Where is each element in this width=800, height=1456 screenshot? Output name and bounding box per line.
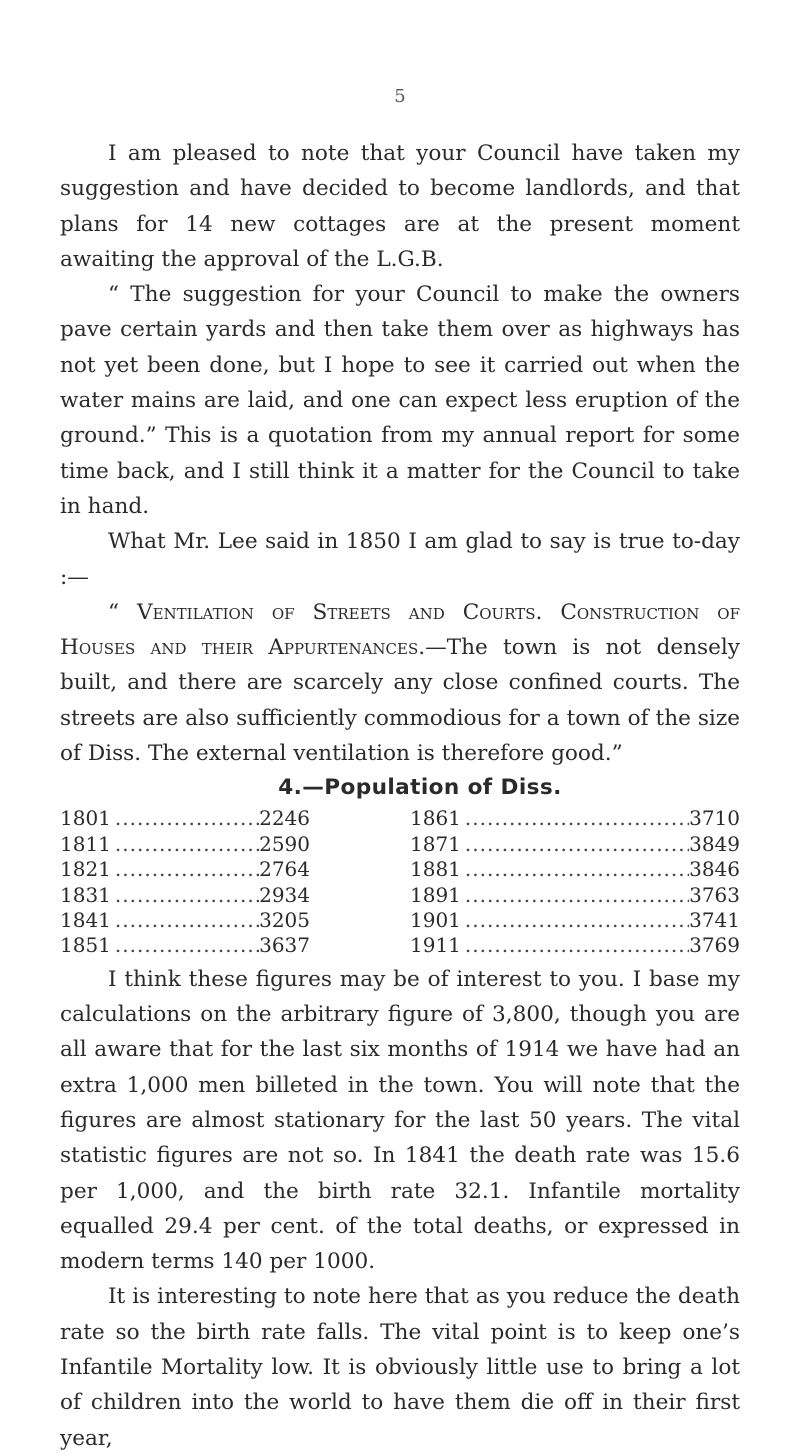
value-cell: 3849 xyxy=(689,831,740,856)
value-cell: 3710 xyxy=(689,806,740,831)
value-cell: 2764 xyxy=(259,857,310,882)
value-cell: 2246 xyxy=(259,806,310,831)
page-number: 5 xyxy=(394,86,406,107)
table-row xyxy=(410,933,740,958)
paragraph-figures: I think these figures may be of interest to you. I base my calculations on the arbitrary figure of 3,800, though you are all aware that for the last six months of 1914 we have had an extra 1,000 men billeted in the town. You will note that the figures are almost stationary for the last 50 years. The vital statistic figures are not so. In 1841 the death rate was 15.6 per 1,000, and the birth rate 32.1. Infantile mortality equalled 29.4 per cent. of the total deaths, or expressed in modern terms 140 per 1000. xyxy=(60,966,740,1275)
year-cell: 1861 xyxy=(410,806,461,831)
year-cell: 1851 xyxy=(60,933,111,958)
table-row xyxy=(60,883,310,908)
year-cell: 1811 xyxy=(60,831,111,856)
value-cell: 3741 xyxy=(689,907,740,932)
year-cell: 1871 xyxy=(410,831,461,856)
table-row xyxy=(60,857,310,882)
year-cell: 1911 xyxy=(410,933,461,958)
ventilation-text: —The town is not densely built, and there are scarcely any close confined courts. The streets are also sufficiently commodious for a town of the size of Diss. The external ventilation is therefore good.” xyxy=(60,635,740,767)
value-cell: 2934 xyxy=(259,882,310,907)
year-cell: 1801 xyxy=(60,806,111,831)
paragraph-infantile-mortality: It is interesting to note here that as you reduce the death rate so the birth rate falls. The vital point is to keep one’s Infantile Mortality low. It is obviously little use to bring a lot of children into the world to have them die off in their first year, xyxy=(60,1284,740,1451)
paragraph-ventilation xyxy=(60,595,740,771)
value-cell: 3637 xyxy=(259,933,310,958)
ventilation-heading: “ Ventilation of Streets and Courts. Construction of Houses and their Appurtenances. xyxy=(60,599,740,661)
table-row xyxy=(60,908,310,933)
value-cell: 3769 xyxy=(689,933,740,958)
year-cell: 1901 xyxy=(410,907,461,932)
population-column-right xyxy=(410,806,740,958)
year-cell: 1821 xyxy=(60,857,111,882)
value-cell: 3763 xyxy=(689,882,740,907)
population-column-left xyxy=(60,806,310,958)
value-cell: 3846 xyxy=(689,857,740,882)
table-row xyxy=(60,933,310,958)
value-cell: 2590 xyxy=(259,831,310,856)
paragraph-mr-lee: What Mr. Lee said in 1850 I am glad to say is true to-day :— xyxy=(60,529,740,590)
table-row xyxy=(60,832,310,857)
table-row xyxy=(410,832,740,857)
year-cell: 1841 xyxy=(60,907,111,932)
value-cell: 3205 xyxy=(259,907,310,932)
section-heading: 4.—Population of Diss. xyxy=(278,775,562,801)
table-row xyxy=(60,806,310,831)
paragraph-quotation: “ The suggestion for your Council to make the owners pave certain yards and then take them over as highways has not yet been done, but I hope to see it carried out when the water mains are laid, and one can expect less eruption of the ground.” This is a quotation from my annual report for some time back, and I still think it a matter for the Council to take in hand. xyxy=(60,282,740,519)
table-row xyxy=(410,806,740,831)
table-row xyxy=(410,883,740,908)
year-cell: 1881 xyxy=(410,857,461,882)
population-table xyxy=(60,806,740,958)
paragraph-cottages: I am pleased to note that your Council have taken my suggestion and have decided to become landlords, and that plans for 14 new cottages are at the present moment awaiting the approval of the L.G.B. xyxy=(60,141,740,272)
table-row xyxy=(410,857,740,882)
table-row xyxy=(410,908,740,933)
year-cell: 1891 xyxy=(410,882,461,907)
body-text xyxy=(60,136,740,1456)
year-cell: 1831 xyxy=(60,882,111,907)
